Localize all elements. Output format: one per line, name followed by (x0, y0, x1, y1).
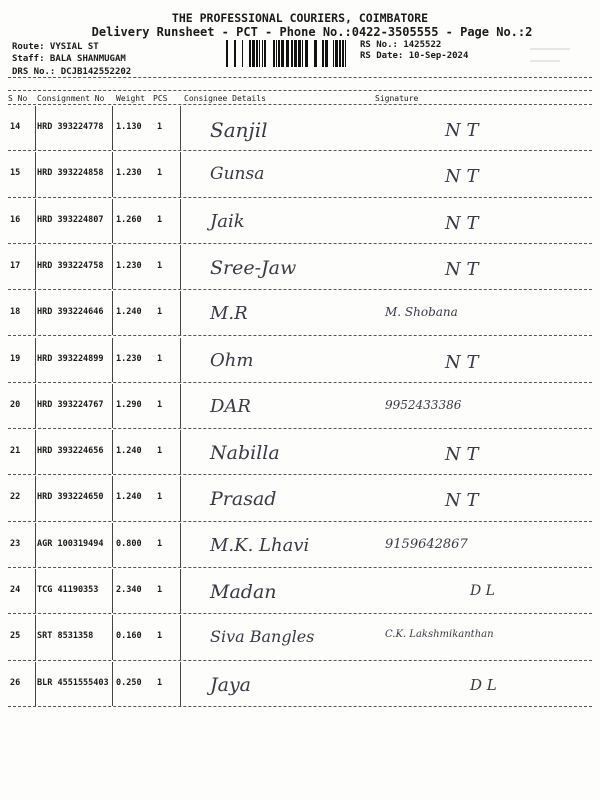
col-header-pcs: PCS (153, 94, 168, 103)
table-row (0, 199, 600, 245)
row-sno: 22 (10, 492, 21, 503)
row-weight: 1.290 (116, 399, 142, 410)
row-signature: D L (470, 675, 497, 694)
row-consignment-no: HRD 393224656 (37, 446, 104, 457)
row-consignee-name: DAR (210, 395, 251, 417)
row-signature: N T (445, 444, 479, 466)
row-weight: 1.240 (116, 446, 142, 457)
row-pcs: 1 (157, 260, 163, 271)
row-pcs: 1 (157, 307, 163, 318)
row-pcs: 1 (157, 446, 163, 457)
row-sno: 18 (10, 307, 21, 318)
row-consignee-name: Prasad (210, 488, 277, 511)
table-row (0, 291, 600, 337)
row-pcs: 1 (157, 631, 163, 642)
row-pcs: 1 (157, 214, 163, 225)
col-header-signature: Signature (375, 94, 419, 103)
row-consignment-no: HRD 393224778 (37, 122, 104, 132)
row-signature: D L (470, 583, 495, 599)
row-weight: 1.230 (116, 260, 142, 271)
row-weight: 0.160 (116, 631, 142, 642)
row-sno: 15 (10, 168, 21, 179)
row-consignee-name: Ohm (210, 349, 254, 371)
staff-label: Staff: BALA SHANMUGAM (12, 54, 126, 64)
table-row (0, 338, 600, 384)
row-signature: N T (445, 120, 479, 141)
row-signature: N T (445, 490, 479, 512)
row-pcs: 1 (157, 399, 163, 410)
row-consignment-no: HRD 393224758 (37, 260, 104, 271)
table-row (0, 430, 600, 476)
drs-number: DRS No.: DCJB142552202 (12, 67, 132, 77)
route-label: Route: VYSIAL ST (12, 42, 99, 52)
row-pcs: 1 (157, 122, 163, 132)
runsheet-subtitle: Delivery Runsheet - PCT - Phone No.:0422-3505555 - Page No.:2 (91, 25, 533, 39)
row-pcs: 1 (157, 538, 163, 549)
company-title: THE PROFESSIONAL COURIERS, COIMBATORE (171, 11, 429, 25)
row-sno: 24 (10, 585, 21, 595)
row-sno: 14 (10, 122, 21, 132)
row-consignee-name: Gunsa (210, 164, 265, 185)
row-consignment-no: SRT 8531358 (37, 631, 94, 642)
row-sno: 21 (10, 446, 21, 457)
col-header-consignee: Consignee Details (184, 94, 266, 103)
row-weight: 0.800 (116, 538, 142, 549)
row-weight: 1.240 (116, 492, 142, 503)
row-consignment-no: BLR 4551555403 (37, 677, 109, 688)
row-consignee-name: M.K. Lhavi (210, 534, 310, 556)
row-consignee-name: Sanjil (210, 118, 268, 142)
row-sno: 19 (10, 353, 21, 364)
row-weight: 1.130 (116, 122, 142, 132)
table-row (0, 662, 600, 708)
row-pcs: 1 (157, 492, 163, 503)
row-signature: N T (445, 351, 479, 373)
row-weight: 1.230 (116, 168, 142, 179)
row-consignment-no: AGR 100319494 (37, 538, 104, 549)
row-weight: 2.340 (116, 585, 142, 595)
row-pcs: 1 (157, 585, 163, 595)
table-row (0, 523, 600, 569)
table-row (0, 384, 600, 430)
row-pcs: 1 (157, 168, 163, 179)
row-sno: 17 (10, 260, 21, 271)
row-signature: N T (445, 258, 479, 280)
row-consignment-no: HRD 393224767 (37, 399, 104, 410)
row-pcs: 1 (157, 677, 163, 688)
row-consignment-no: HRD 393224858 (37, 168, 104, 179)
row-signature: N T (445, 212, 479, 234)
row-consignment-no: HRD 393224899 (37, 353, 104, 364)
row-sno: 16 (10, 214, 21, 225)
row-signature: M. Shobana (385, 305, 458, 320)
row-pcs: 1 (157, 353, 163, 364)
col-header-weight: Weight (116, 94, 145, 103)
row-consignee-name: Nabilla (210, 442, 280, 465)
row-sno: 25 (10, 631, 21, 642)
row-weight: 0.250 (116, 677, 142, 688)
table-row (0, 245, 600, 291)
row-consignee-name: Sree-Jaw (210, 256, 297, 279)
table-row (0, 476, 600, 522)
col-header-sno: S No (8, 94, 28, 103)
row-signature: C.K. Lakshmikanthan (385, 629, 494, 641)
barcode (226, 40, 354, 67)
row-weight: 1.230 (116, 353, 142, 364)
row-consignment-no: HRD 393224650 (37, 492, 104, 503)
row-weight: 1.260 (116, 214, 142, 225)
row-sno: 23 (10, 538, 21, 549)
rs-date: RS Date: 10-Sep-2024 (360, 51, 469, 61)
col-header-consignment: Consignment No (37, 94, 105, 103)
row-weight: 1.240 (116, 307, 142, 318)
row-signature: 9952433386 (385, 397, 462, 412)
row-consignee-name: M.R (210, 303, 248, 325)
rs-number: RS No.: 1425522 (360, 40, 442, 50)
row-consignee-name: Madan (210, 581, 277, 603)
row-sno: 26 (10, 677, 21, 688)
table-row (0, 152, 600, 198)
row-consignee-name: Jaya (210, 673, 252, 696)
table-row (0, 569, 600, 615)
row-consignment-no: HRD 393224646 (37, 307, 104, 318)
row-signature: N T (445, 166, 479, 188)
table-row (0, 615, 600, 661)
row-sno: 20 (10, 399, 21, 410)
row-signature: 9159642867 (385, 536, 468, 552)
row-consignment-no: HRD 393224807 (37, 214, 104, 225)
row-consignee-name: Siva Bangles (210, 627, 315, 647)
row-consignee-name: Jaik (210, 210, 245, 232)
table-row (0, 106, 600, 152)
row-consignment-no: TCG 41190353 (37, 585, 99, 595)
